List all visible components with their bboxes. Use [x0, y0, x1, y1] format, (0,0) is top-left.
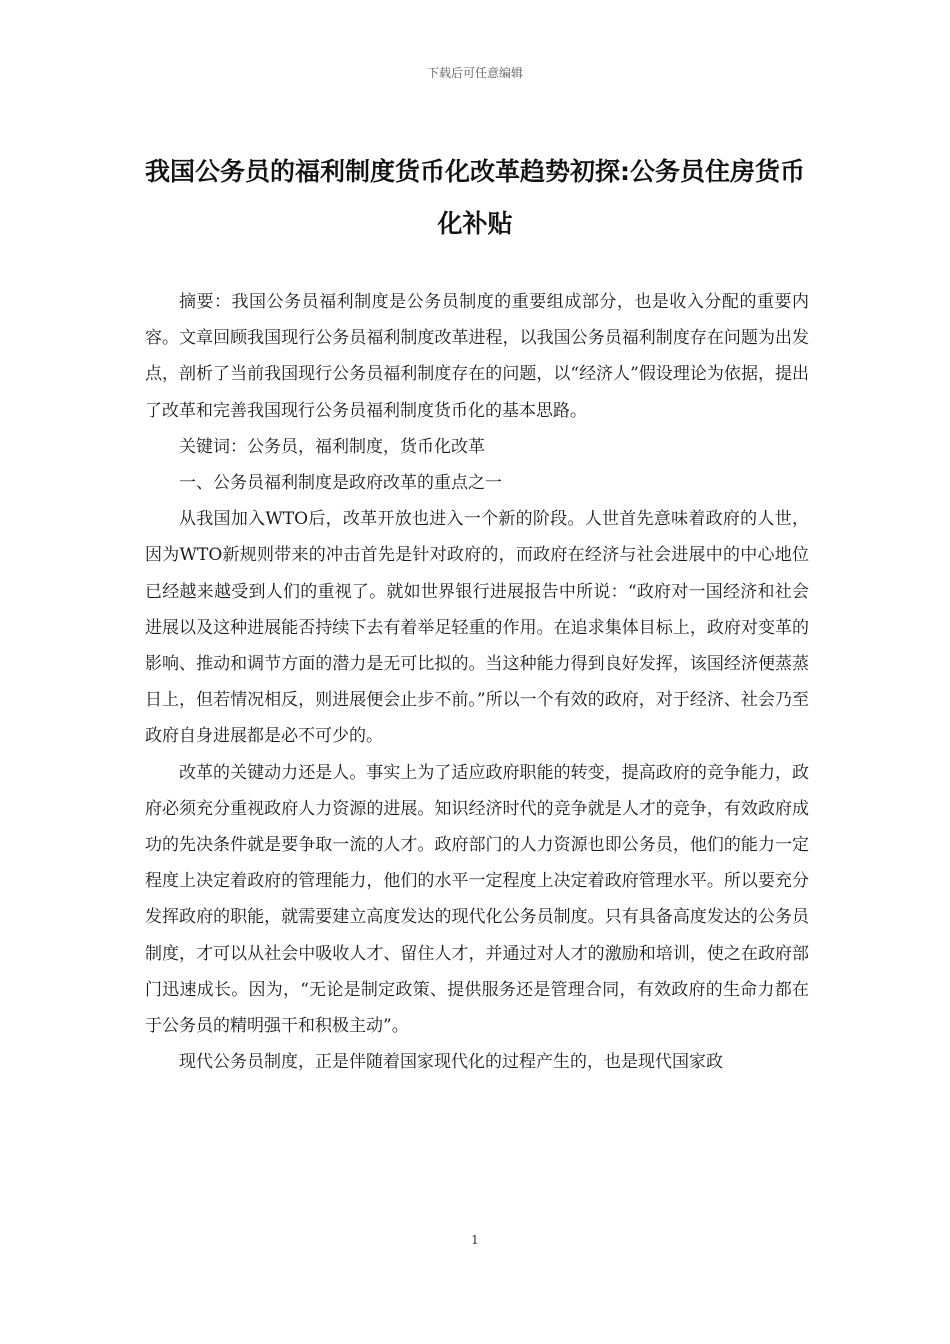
body-text	[145, 284, 809, 1080]
abstract-paragraph: 摘要：我国公务员福利制度是公务员制度的重要组成部分，也是收入分配的重要内容。文章回顾我国现行公务员福利制度改革进程，以我国公务员福利制度存在问题为出发点，剖析了当前我国现行公务员福利制度存在的问题，以“经济人”假设理论为依据，提出了改革和完善我国现行公务员福利制度货币化的基本思路。	[145, 292, 809, 421]
page-number: 1	[471, 1233, 479, 1247]
body-paragraph: 改革的关键动力还是人。事实上为了适应政府职能的转变，提高政府的竞争能力，政府必须充分重视政府人力资源的进展。知识经济时代的竞争就是人才的竞争，有效政府成功的先决条件就是要争取一流的人才。政府部门的人力资源也即公务员，他们的能力一定程度上决定着政府的管理能力，他们的水平一定程度上决定着政府管理水平。所以要充分发挥政府的职能，就需要建立高度发达的现代化公务员制度。只有具备高度发达的公务员制度，才可以从社会中吸收人才、留住人才，并通过对人才的激励和培训，使之在政府部门迅速成长。因为，“无论是制定政策、提供服务还是管理合同，有效政府的生命力都在于公务员的精明强干和积极主动”。	[145, 762, 809, 1037]
header-note: 下载后可任意编辑	[426, 66, 523, 80]
body-paragraph: 现代公务员制度，正是伴随着国家现代化的过程产生的，也是现代国家政	[179, 1052, 723, 1073]
keywords-paragraph: 关键词：公务员，福利制度，货币化改革	[179, 436, 485, 457]
document-title: 我国公务员的福利制度货币化改革趋势初探:公务员住房货币化补贴	[145, 157, 805, 238]
section-heading: 一、公务员福利制度是政府改革的重点之一	[179, 473, 502, 494]
body-paragraph: 从我国加入WTO后，改革开放也进入一个新的阶段。人世首先意味着政府的人世，因为WTO新规则带来的冲击首先是针对政府的，而政府在经济与社会进展中的中心地位已经越来越受到人们的重视了。就如世界银行进展报告中所说：“政府对一国经济和社会进展以及这种进展能否持续下去有着举足轻重的作用。在追求集体目标上，政府对变革的影响、推动和调节方面的潜力是无可比拟的。当这种能力得到良好发挥，该国经济便蒸蒸日上，但若情况相反，则进展便会止步不前。”所以一个有效的政府，对于经济、社会乃至政府自身进展都是必不可少的。	[145, 509, 809, 747]
